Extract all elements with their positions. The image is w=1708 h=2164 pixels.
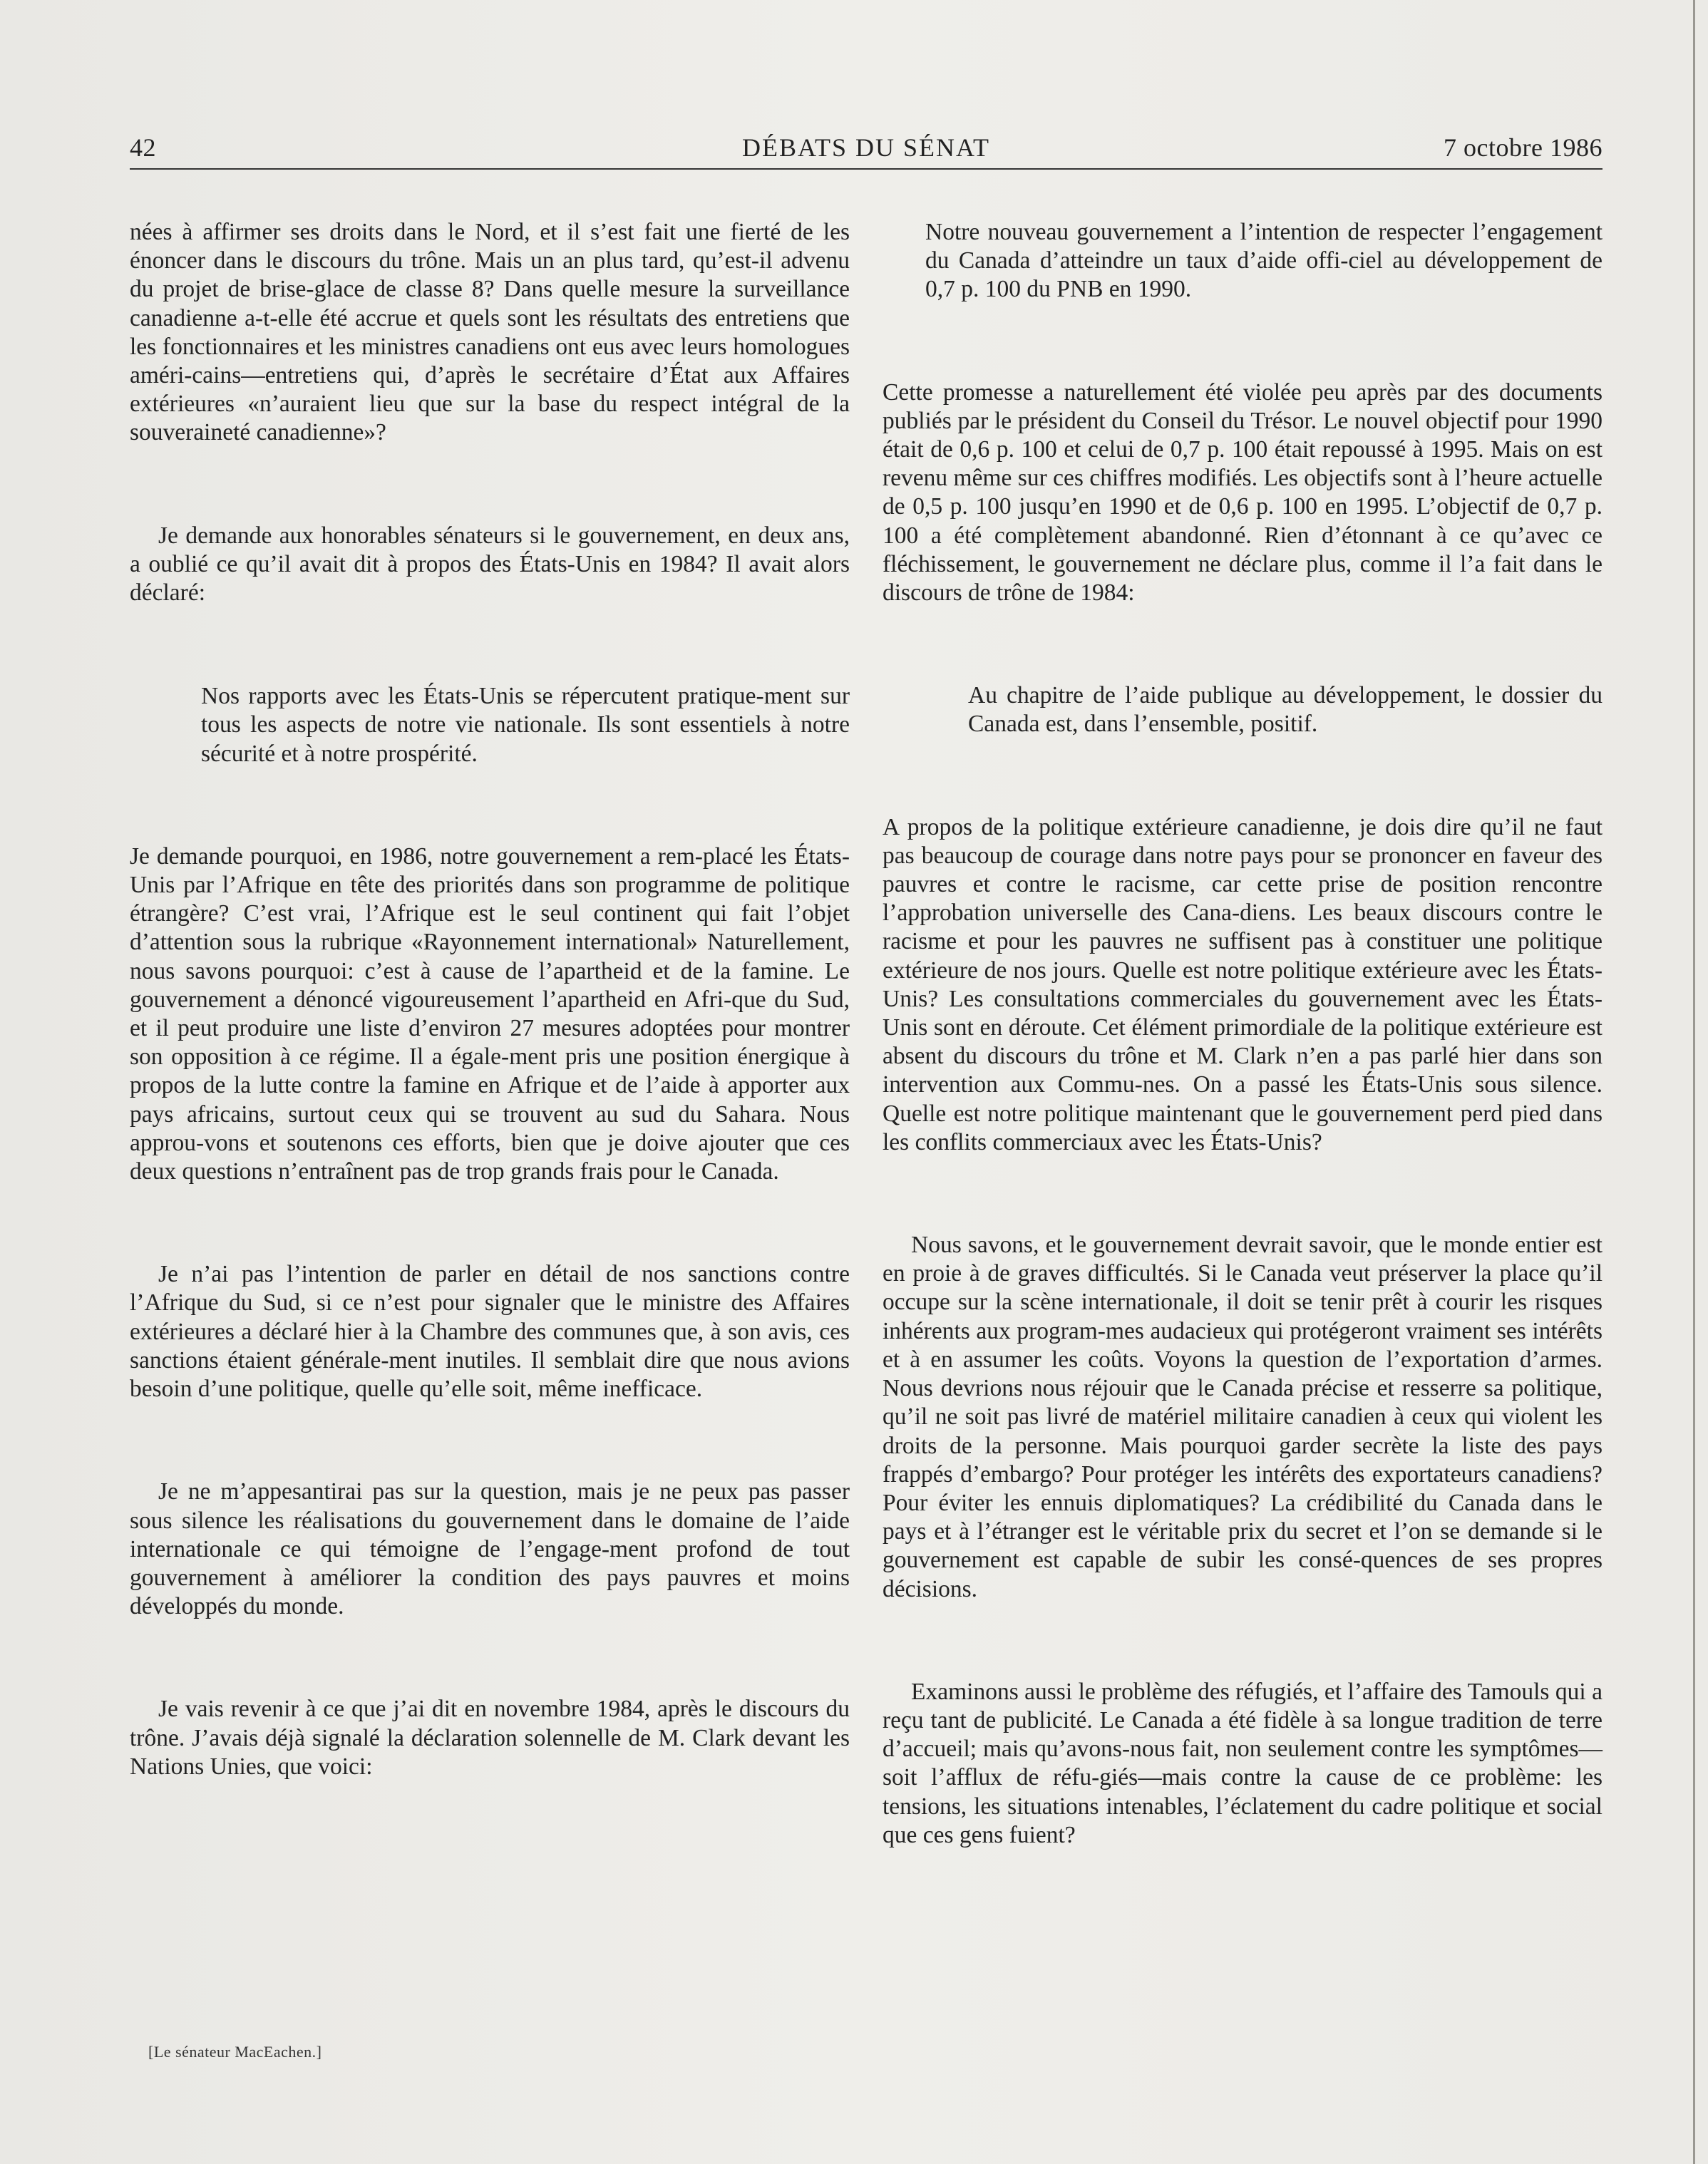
publication-title: DÉBATS DU SÉNAT: [741, 133, 991, 162]
page-header: [130, 133, 1602, 170]
paragraph: Je demande pourquoi, en 1986, notre gouvernement a rem-placé les États-Unis par l’Afrique en tête des priorités dans son programme de politique étrangère? C’est vrai, l’Afrique est le seul continent qui fait l’objet d’attention sous la rubrique «Rayonnement international» Naturellement, nous savons pourquoi: c’est à cause de l’apartheid et de la famine. Le gouvernement a dénoncé vigoureusement l’apartheid en Afri-que du Sud, et il peut produire une liste d’environ 27 mesures adoptées pour montrer son opposition à ce régime. Il a égale-ment pris une position énergique à propos de la lutte contre la famine en Afrique et de l’aide à apporter aux pays africains, surtout ceux qui se trouvent au sud du Sahara. Nous approu-vons et soutenons ces efforts, bien que je doive ajouter que ces deux questions n’entraînent pas de trop grands frais pour le Canada.: [130, 843, 850, 1185]
block-quote: Notre nouveau gouvernement a l’intention de respecter l’engagement du Canada d’atteindre un taux d’aide offi-ciel au développement de 0,7 p. 100 du PNB en 1990.: [925, 219, 1602, 303]
right-column: [883, 218, 1602, 1850]
paragraph: Je vais revenir à ce que j’ai dit en novembre 1984, après le discours du trône. J’avais déjà signalé la déclaration solennelle de M. Clark devant les Nations Unies, que voici:: [130, 1696, 850, 1780]
footer-attribution: [Le sénateur MacEachen.]: [148, 2043, 322, 2061]
paragraph: Examinons aussi le problème des réfugiés, et l’affaire des Tamouls qui a reçu tant de publicité. Le Canada a été fidèle à sa longue tradition de terre d’accueil; mais qu’avons-nous fait, non seulement contre les symptômes—soit l’afflux de réfu-giés—mais contre la cause de ce problème: les tensions, les situations intenables, l’éclatement du cadre politique et social que ces gens fuient?: [883, 1678, 1602, 1848]
block-quote: Au chapitre de l’aide publique au développement, le dossier du Canada est, dans l’ensemble, positif.: [968, 682, 1602, 738]
paragraph: Je ne m’appesantirai pas sur la question, mais je ne peux pas passer sous silence les réalisations du gouvernement dans le domaine de l’aide internationale ce qui témoigne de l’engage-ment profond de tout gouvernement à améliorer la condition des pays pauvres et moins développés du monde.: [130, 1478, 850, 1620]
page-edge-line: [1693, 0, 1695, 2164]
issue-date: 7 octobre 1986: [1444, 133, 1602, 162]
header-rule: [130, 168, 1602, 170]
paragraph: nées à affirmer ses droits dans le Nord, et il s’est fait une fierté de les énoncer dans le discours du trône. Mais un an plus tard, qu’est-il advenu du projet de brise-glace de classe 8? Dans quelle mesure la surveillance canadienne a-t-elle été accrue et quels sont les résultats des entretiens que les fonctionnaires et les ministres canadiens ont eus avec leurs homologues améri-cains—entretiens qui, d’après le secrétaire d’État aux Affaires extérieures «n’auraient lieu que sur la base du respect intégral de la souveraineté canadienne»?: [130, 219, 850, 446]
block-quote: Nos rapports avec les États-Unis se répercutent pratique-ment sur tous les aspects de notre vie nationale. Ils sont essentiels à notre sécurité et à notre prospérité.: [201, 683, 850, 767]
paragraph: Cette promesse a naturellement été violée peu après par des documents publiés par le président du Conseil du Trésor. Le nouvel objectif pour 1990 était de 0,6 p. 100 et celui de 0,7 p. 100 était repoussé à 1995. Mais on est revenu même sur ces chiffres modifiés. Les objectifs sont à l’heure actuelle de 0,5 p. 100 jusqu’en 1990 et de 0,6 p. 100 en 1995. L’objectif de 0,7 p. 100 a été complètement abandonné. Rien d’étonnant à ce qu’avec ce fléchissement, le gouvernement ne déclare plus, comme il l’a fait dans le discours de trône de 1984:: [883, 378, 1602, 607]
left-column: [130, 218, 850, 1781]
paragraph: Je demande aux honorables sénateurs si le gouvernement, en deux ans, a oublié ce qu’il avait dit à propos des États-Unis en 1984? Il avait alors déclaré:: [130, 522, 850, 607]
paragraph: A propos de la politique extérieure canadienne, je dois dire qu’il ne faut pas beaucoup de courage dans notre pays pour se prononcer en faveur des pauvres et contre le racisme, car cette prise de position rencontre l’approbation universelle des Cana-diens. Les beaux discours contre le racisme et pour les pauvres ne suffisent pas à constituer une politique extérieure de nos jours. Quelle est notre politique extérieure avec les États-Unis? Les consultations commerciales du gouvernement avec les États-Unis sont en déroute. Cet élément primordiale de la politique extérieure est absent du discours du trône et M. Clark n’en a pas parlé hier dans son intervention aux Commu-nes. On a passé les États-Unis sous silence. Quelle est notre politique maintenant que le gouvernement perd pied dans les conflits commerciaux avec les États-Unis?: [883, 813, 1602, 1155]
paragraph: Je n’ai pas l’intention de parler en détail de nos sanctions contre l’Afrique du Sud, si ce n’est pour signaler que le ministre des Affaires extérieures a déclaré hier à la Chambre des communes que, à son avis, ces sanctions étaient générale-ment inutiles. Il semblait dire que nous avions besoin d’une politique, quelle qu’elle soit, même inefficace.: [130, 1261, 850, 1403]
paragraph: Nous savons, et le gouvernement devrait savoir, que le monde entier est en proie à de graves difficultés. Si le Canada veut préserver la place qu’il occupe sur la scène internationale, il doit se tenir prêt à courir les risques inhérents aux program-mes audacieux qui protégeront vraiment ses intérêts et à en assumer les coûts. Voyons la question de l’exportation d’armes. Nous devrions nous réjouir que le Canada précise et resserre sa politique, qu’il ne soit pas livré de matériel militaire canadien à ceux qui violent les droits de la personne. Mais pourquoi garder secrète la liste des pays frappés d’embargo? Pour protéger les intérêts des exportateurs canadiens? Pour éviter les ennuis diplomatiques? La crédibilité du Canada dans le pays et à l’étranger est le véritable prix du secret et l’on se demande si le gouvernement est capable de subir les consé-quences de ses propres décisions.: [883, 1232, 1602, 1602]
page-number: 42: [130, 133, 156, 162]
